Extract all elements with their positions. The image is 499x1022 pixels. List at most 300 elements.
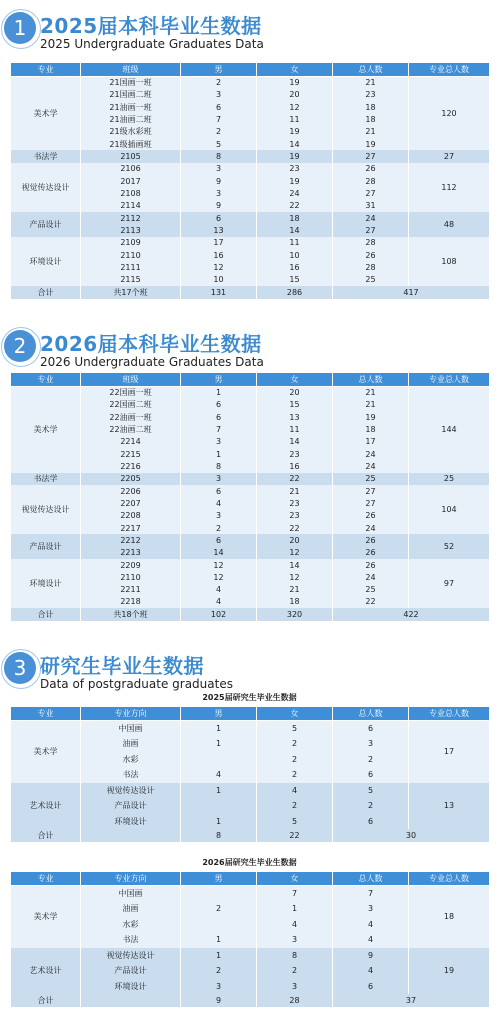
male-cell: 3: [181, 436, 257, 448]
female-cell: 23: [257, 163, 333, 175]
female-cell: 12: [257, 101, 333, 113]
major-total-cell: 120: [409, 77, 490, 151]
section-header: [0, 648, 499, 698]
major-total-cell: 108: [409, 237, 490, 286]
section-title: 2026届本科毕业生数据: [40, 332, 262, 356]
table-total-row: [11, 829, 490, 842]
count-cell: 4: [333, 963, 409, 979]
class-cell: 2106: [81, 163, 181, 175]
male-cell: 2: [181, 901, 257, 917]
class-cell: 油画: [81, 736, 181, 752]
female-cell: 23: [257, 497, 333, 509]
column-header: 女: [257, 707, 333, 721]
male-cell: 12: [181, 559, 257, 571]
class-cell: 2217: [81, 522, 181, 534]
class-cell: 2211: [81, 583, 181, 595]
count-cell: 27: [333, 224, 409, 236]
major-cell: 视觉传达设计: [11, 485, 81, 534]
male-cell: 6: [181, 534, 257, 546]
count-cell: 25: [333, 473, 409, 486]
female-cell: 1: [257, 901, 333, 917]
male-cell: 2: [181, 963, 257, 979]
major-cell: 产品设计: [11, 212, 81, 237]
male-cell: 17: [181, 237, 257, 249]
column-header: 专业总人数: [409, 373, 490, 387]
female-cell: 5: [257, 814, 333, 830]
total-male-cell: 9: [181, 994, 257, 1007]
female-cell: 4: [257, 783, 333, 799]
female-cell: 11: [257, 237, 333, 249]
female-cell: 15: [257, 273, 333, 285]
class-cell: 产品设计: [81, 963, 181, 979]
female-cell: 12: [257, 571, 333, 583]
count-cell: 22: [333, 596, 409, 608]
female-cell: 19: [257, 77, 333, 89]
column-header: 女: [257, 373, 333, 387]
female-cell: 19: [257, 126, 333, 138]
female-cell: 2: [257, 963, 333, 979]
class-cell: 21级插画班: [81, 138, 181, 150]
column-header: 总人数: [333, 373, 409, 387]
table-row: [11, 485, 490, 497]
count-cell: 5: [333, 783, 409, 799]
male-cell: 1: [181, 932, 257, 948]
female-cell: 10: [257, 249, 333, 261]
male-cell: 12: [181, 261, 257, 273]
class-cell: 2112: [81, 212, 181, 224]
table-row: [11, 150, 490, 163]
female-cell: 2: [257, 736, 333, 752]
total-label-cell: 合计: [11, 608, 81, 621]
male-cell: 4: [181, 583, 257, 595]
count-cell: 18: [333, 101, 409, 113]
female-cell: 13: [257, 411, 333, 423]
count-cell: 28: [333, 175, 409, 187]
total-classes-cell: 共17个班: [81, 286, 181, 299]
male-cell: 6: [181, 212, 257, 224]
major-cell: 美术学: [11, 721, 81, 783]
count-cell: 21: [333, 399, 409, 411]
female-cell: 24: [257, 187, 333, 199]
count-cell: 25: [333, 583, 409, 595]
class-cell: 21国画一班: [81, 77, 181, 89]
male-cell: 2: [181, 126, 257, 138]
table-row: [11, 721, 490, 737]
male-cell: 6: [181, 399, 257, 411]
female-cell: 20: [257, 89, 333, 101]
count-cell: 26: [333, 534, 409, 546]
total-male-cell: 102: [181, 608, 257, 621]
count-cell: 27: [333, 187, 409, 199]
class-cell: 环境设计: [81, 979, 181, 995]
count-cell: 4: [333, 932, 409, 948]
class-cell: 21国画二班: [81, 89, 181, 101]
total-classes-cell: [81, 994, 181, 1007]
major-total-cell: 13: [409, 783, 490, 830]
total-all-cell: 417: [333, 286, 490, 299]
count-cell: 6: [333, 979, 409, 995]
section-number-badge: 1: [4, 12, 36, 44]
column-header: 专业方向: [81, 872, 181, 886]
class-cell: 2218: [81, 596, 181, 608]
count-cell: 26: [333, 547, 409, 559]
count-cell: 6: [333, 721, 409, 737]
column-header: 专业总人数: [409, 872, 490, 886]
female-cell: 2: [257, 767, 333, 783]
class-cell: 2109: [81, 237, 181, 249]
male-cell: 10: [181, 273, 257, 285]
class-cell: 2110: [81, 249, 181, 261]
count-cell: 2: [333, 798, 409, 814]
class-cell: 2212: [81, 534, 181, 546]
total-male-cell: 131: [181, 286, 257, 299]
class-cell: 2105: [81, 150, 181, 163]
female-cell: 23: [257, 448, 333, 460]
count-cell: 2: [333, 752, 409, 768]
total-all-cell: 30: [333, 829, 490, 842]
class-cell: 书法: [81, 767, 181, 783]
major-total-cell: 48: [409, 212, 490, 237]
class-cell: 2208: [81, 510, 181, 522]
class-cell: 21油画一班: [81, 101, 181, 113]
column-header: 男: [181, 707, 257, 721]
count-cell: 18: [333, 113, 409, 125]
male-cell: 1: [181, 948, 257, 964]
total-all-cell: 37: [333, 994, 490, 1007]
count-cell: 23: [333, 89, 409, 101]
column-header: 专业: [11, 872, 81, 886]
section-title: 研究生毕业生数据: [40, 654, 204, 678]
male-cell: 3: [181, 187, 257, 199]
male-cell: 3: [181, 89, 257, 101]
table-row: [11, 948, 490, 964]
female-cell: 3: [257, 979, 333, 995]
class-cell: 2114: [81, 200, 181, 212]
column-header: 总人数: [333, 872, 409, 886]
column-header: 女: [257, 63, 333, 77]
female-cell: 15: [257, 399, 333, 411]
major-total-cell: 18: [409, 886, 490, 948]
male-cell: 6: [181, 411, 257, 423]
male-cell: 1: [181, 814, 257, 830]
class-cell: 水彩: [81, 752, 181, 768]
table-total-row: [11, 286, 490, 299]
class-cell: 2111: [81, 261, 181, 273]
female-cell: 22: [257, 200, 333, 212]
male-cell: 2: [181, 77, 257, 89]
male-cell: [181, 798, 257, 814]
major-cell: 书法学: [11, 150, 81, 163]
count-cell: 26: [333, 510, 409, 522]
count-cell: 24: [333, 212, 409, 224]
total-label-cell: 合计: [11, 829, 81, 842]
male-cell: 1: [181, 721, 257, 737]
table-row: [11, 886, 490, 902]
male-cell: 4: [181, 596, 257, 608]
major-cell: 视觉传达设计: [11, 163, 81, 212]
major-total-cell: 27: [409, 150, 490, 163]
table-caption: 2026届研究生毕业生数据: [202, 858, 297, 867]
male-cell: [181, 917, 257, 933]
total-label-cell: 合计: [11, 286, 81, 299]
count-cell: 9: [333, 948, 409, 964]
count-cell: 3: [333, 901, 409, 917]
table-row: [11, 212, 490, 224]
male-cell: 4: [181, 497, 257, 509]
section-2025-undergrad: [0, 8, 499, 299]
male-cell: 3: [181, 163, 257, 175]
count-cell: 26: [333, 163, 409, 175]
undergrad-2026-table: [10, 372, 490, 621]
count-cell: 19: [333, 411, 409, 423]
column-header: 总人数: [333, 63, 409, 77]
count-cell: 27: [333, 497, 409, 509]
male-cell: 8: [181, 460, 257, 472]
male-cell: 3: [181, 510, 257, 522]
column-header: 女: [257, 872, 333, 886]
male-cell: 8: [181, 150, 257, 163]
count-cell: 31: [333, 200, 409, 212]
total-classes-cell: [81, 829, 181, 842]
total-classes-cell: 共18个班: [81, 608, 181, 621]
column-header: 专业: [11, 707, 81, 721]
female-cell: 2: [257, 752, 333, 768]
class-cell: 中国画: [81, 886, 181, 902]
table-row: [11, 473, 490, 486]
female-cell: 8: [257, 948, 333, 964]
table-total-row: [11, 608, 490, 621]
section-title: 2025届本科毕业生数据: [40, 14, 262, 38]
column-header: 班级: [81, 63, 181, 77]
class-cell: 油画: [81, 901, 181, 917]
table-total-row: [11, 994, 490, 1007]
male-cell: 7: [181, 423, 257, 435]
count-cell: 17: [333, 436, 409, 448]
major-cell: 环境设计: [11, 237, 81, 286]
total-female-cell: 286: [257, 286, 333, 299]
male-cell: 12: [181, 571, 257, 583]
female-cell: 7: [257, 886, 333, 902]
column-header: 专业方向: [81, 707, 181, 721]
class-cell: 书法: [81, 932, 181, 948]
class-cell: 产品设计: [81, 798, 181, 814]
male-cell: 6: [181, 101, 257, 113]
major-total-cell: 144: [409, 387, 490, 473]
class-cell: 2213: [81, 547, 181, 559]
male-cell: 16: [181, 249, 257, 261]
female-cell: 11: [257, 423, 333, 435]
column-header: 专业总人数: [409, 707, 490, 721]
female-cell: 20: [257, 387, 333, 399]
class-cell: 2209: [81, 559, 181, 571]
column-header: 总人数: [333, 707, 409, 721]
major-cell: 艺术设计: [11, 783, 81, 830]
female-cell: 21: [257, 583, 333, 595]
class-cell: 21油画二班: [81, 113, 181, 125]
count-cell: 19: [333, 138, 409, 150]
section-postgrad: [0, 648, 499, 1007]
count-cell: 21: [333, 126, 409, 138]
count-cell: 24: [333, 522, 409, 534]
female-cell: 12: [257, 547, 333, 559]
male-cell: 4: [181, 767, 257, 783]
major-total-cell: 104: [409, 485, 490, 534]
male-cell: 5: [181, 138, 257, 150]
total-all-cell: 422: [333, 608, 490, 621]
class-cell: 视觉传达设计: [81, 783, 181, 799]
count-cell: 6: [333, 814, 409, 830]
major-total-cell: 19: [409, 948, 490, 995]
total-female-cell: 320: [257, 608, 333, 621]
section-header: [0, 326, 499, 376]
table-row: [11, 163, 490, 175]
major-cell: 美术学: [11, 886, 81, 948]
female-cell: 14: [257, 224, 333, 236]
class-cell: 2017: [81, 175, 181, 187]
class-cell: 22油画一班: [81, 411, 181, 423]
class-cell: 水彩: [81, 917, 181, 933]
table-row: [11, 387, 490, 399]
column-header: 专业: [11, 63, 81, 77]
section-2026-undergrad: [0, 326, 499, 621]
column-header: 专业总人数: [409, 63, 490, 77]
class-cell: 21级水彩班: [81, 126, 181, 138]
class-cell: 2207: [81, 497, 181, 509]
female-cell: 4: [257, 917, 333, 933]
male-cell: 1: [181, 387, 257, 399]
count-cell: 25: [333, 273, 409, 285]
total-label-cell: 合计: [11, 994, 81, 1007]
major-cell: 产品设计: [11, 534, 81, 559]
female-cell: 20: [257, 534, 333, 546]
count-cell: 24: [333, 448, 409, 460]
male-cell: 3: [181, 473, 257, 486]
column-header: 专业: [11, 373, 81, 387]
male-cell: 7: [181, 113, 257, 125]
table-caption: 2025届研究生毕业生数据: [202, 693, 297, 702]
major-cell: 艺术设计: [11, 948, 81, 995]
section-header: [0, 8, 499, 58]
column-header: 男: [181, 872, 257, 886]
male-cell: 1: [181, 736, 257, 752]
class-cell: 环境设计: [81, 814, 181, 830]
male-cell: 6: [181, 485, 257, 497]
male-cell: 3: [181, 979, 257, 995]
table-row: [11, 559, 490, 571]
table-header-row: [11, 63, 490, 77]
class-cell: 2216: [81, 460, 181, 472]
class-cell: 22国画一班: [81, 387, 181, 399]
female-cell: 22: [257, 522, 333, 534]
male-cell: 1: [181, 448, 257, 460]
female-cell: 18: [257, 212, 333, 224]
column-header: 男: [181, 63, 257, 77]
section-number-badge: 3: [4, 652, 36, 684]
class-cell: 2206: [81, 485, 181, 497]
female-cell: 22: [257, 473, 333, 486]
class-cell: 2113: [81, 224, 181, 236]
major-total-cell: 97: [409, 559, 490, 608]
female-cell: 11: [257, 113, 333, 125]
male-cell: 14: [181, 547, 257, 559]
table-header-row: [11, 707, 490, 721]
count-cell: 21: [333, 77, 409, 89]
female-cell: 14: [257, 559, 333, 571]
postgrad-2026-table: [10, 871, 490, 1007]
male-cell: 1: [181, 783, 257, 799]
female-cell: 16: [257, 261, 333, 273]
class-cell: 中国画: [81, 721, 181, 737]
female-cell: 14: [257, 138, 333, 150]
male-cell: [181, 886, 257, 902]
count-cell: 28: [333, 237, 409, 249]
male-cell: 9: [181, 175, 257, 187]
count-cell: 6: [333, 767, 409, 783]
count-cell: 24: [333, 571, 409, 583]
major-total-cell: 112: [409, 163, 490, 212]
section-subtitle: Data of postgraduate graduates: [40, 677, 233, 691]
female-cell: 5: [257, 721, 333, 737]
count-cell: 21: [333, 387, 409, 399]
postgrad-2025-table: [10, 706, 490, 842]
count-cell: 27: [333, 485, 409, 497]
female-cell: 3: [257, 932, 333, 948]
count-cell: 24: [333, 460, 409, 472]
total-male-cell: 8: [181, 829, 257, 842]
class-cell: 2110: [81, 571, 181, 583]
table-row: [11, 237, 490, 249]
male-cell: 13: [181, 224, 257, 236]
major-cell: 美术学: [11, 387, 81, 473]
section-subtitle: 2025 Undergraduate Graduates Data: [40, 37, 264, 51]
major-cell: 美术学: [11, 77, 81, 151]
female-cell: 23: [257, 510, 333, 522]
undergrad-2025-table: [10, 62, 490, 299]
count-cell: 3: [333, 736, 409, 752]
total-female-cell: 28: [257, 994, 333, 1007]
class-cell: 2108: [81, 187, 181, 199]
female-cell: 2: [257, 798, 333, 814]
male-cell: 2: [181, 522, 257, 534]
class-cell: 2115: [81, 273, 181, 285]
female-cell: 16: [257, 460, 333, 472]
major-cell: 书法学: [11, 473, 81, 486]
count-cell: 28: [333, 261, 409, 273]
major-total-cell: 25: [409, 473, 490, 486]
female-cell: 21: [257, 485, 333, 497]
table-row: [11, 783, 490, 799]
female-cell: 14: [257, 436, 333, 448]
table-row: [11, 534, 490, 546]
total-female-cell: 22: [257, 829, 333, 842]
class-cell: 22国画二班: [81, 399, 181, 411]
male-cell: 9: [181, 200, 257, 212]
count-cell: 26: [333, 249, 409, 261]
class-cell: 2205: [81, 473, 181, 486]
female-cell: 18: [257, 596, 333, 608]
table-header-row: [11, 872, 490, 886]
column-header: 班级: [81, 373, 181, 387]
section-number-badge: 2: [4, 330, 36, 362]
count-cell: 7: [333, 886, 409, 902]
count-cell: 4: [333, 917, 409, 933]
class-cell: 2214: [81, 436, 181, 448]
count-cell: 18: [333, 423, 409, 435]
major-cell: 环境设计: [11, 559, 81, 608]
count-cell: 26: [333, 559, 409, 571]
class-cell: 2215: [81, 448, 181, 460]
class-cell: 22油画二班: [81, 423, 181, 435]
